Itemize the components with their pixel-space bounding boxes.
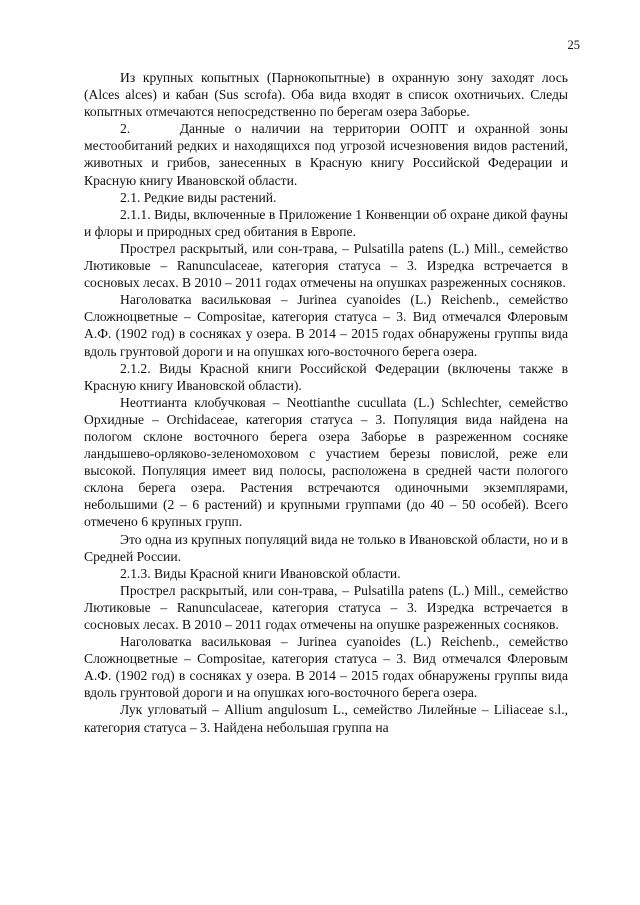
paragraph-section-2-1-2-heading: 2.1.2. Виды Красной книги Российской Федерации (включены также в Красную книгу Ивановской области). bbox=[84, 360, 568, 393]
paragraph-pulsatilla-1: Прострел раскрытый, или сон-трава, – Pulsatilla patens (L.) Mill., семейство Лютиковые – Ranunculaceae, категория статуса – 3. Изредка встречается в сосновых лесах. В 2010 – 2011 годах отмечены на опушках разреженных сосняков. bbox=[84, 240, 568, 291]
paragraph-ungulates: Из крупных копытных (Парнокопытные) в охранную зону заходят лось (Alces alces) и кабан (Sus scrofa). Оба вида входят в список охотничьих. Следы копытных отмечаются непосредственно по берегам озера Заборье. bbox=[84, 70, 568, 120]
body-text bbox=[84, 69, 568, 736]
paragraph-jurinea-1: Наголоватка васильковая – Jurinea cyanoides (L.) Reichenb., семейство Сложноцветные – Compositae, категория статуса – 3. Вид отмечался Флеровым А.Ф. (1902 год) в сосняках у озера. В 2014 – 2015 годах обнаружены группы вида вдоль грунтовой дороги и на опушках юго-восточного берега озера. bbox=[84, 292, 568, 359]
paragraph-allium: Лук угловатый – Allium angulosum L., семейство Лилейные – Liliaceae s.l., категория статуса – 3. Найдена небольшая группа на bbox=[84, 702, 568, 735]
paragraph-neottianthe: Неоттианта клобучковая – Neottianthe cucullata (L.) Schlechter, семейство Орхидные – Orchidaceae, категория статуса – 3. Популяция вида найдена на пологом склоне восточного берега озера Заборье в разреженном сосняке ландышево-орляково-зеленомоховом с участием березы повислой, реже ели высокой. Популяция имеет вид полосы, расположена в средней части пологого склона берега озера. Растения встречаются одиночными экземплярами, небольшими (2 – 6 растений) и крупными группами (до 40 – 50 особей). Всего отмечено 6 крупных групп. bbox=[84, 394, 568, 530]
paragraph-section-2-1-3-heading: 2.1.3. Виды Красной книги Ивановской области. bbox=[120, 565, 401, 581]
paragraph-section-2-1-1-heading: 2.1.1. Виды, включенные в Приложение 1 Конвенции об охране дикой фауны и флоры и природных сред обитания в Европе. bbox=[84, 206, 568, 239]
paragraph-section-2-1-heading: 2.1. Редкие виды растений. bbox=[120, 189, 277, 205]
page-number: 25 bbox=[567, 38, 580, 52]
paragraph-jurinea-2: Наголоватка васильковая – Jurinea cyanoides (L.) Reichenb., семейство Сложноцветные – Compositae, категория статуса – 3. Вид отмечался Флеровым А.Ф. (1902 год) в сосняках у озера. В 2014 – 2015 годах обнаружены группы вида вдоль грунтовой дороги и на опушках юго-восточного берега озера. bbox=[84, 634, 568, 701]
paragraph-population-note: Это одна из крупных популяций вида не только в Ивановской области, но и в Средней России. bbox=[84, 531, 568, 564]
paragraph-pulsatilla-2: Прострел раскрытый, или сон-трава, – Pulsatilla patens (L.) Mill., семейство Лютиковые – Ranunculaceae, категория статуса – 3. Изредка встречается в сосновых лесах. В 2010 – 2011 годах отмечены на опушке разреженных сосняков. bbox=[84, 582, 568, 632]
paragraph-section-2-heading: 2. Данные о наличии на территории ООПТ и охранной зоны местообитаний редких и находящихся под угрозой исчезновения видов растений, животных и грибов, занесенных в Красную книгу Российской Федерации и Красную книгу Ивановской области. bbox=[84, 121, 568, 188]
